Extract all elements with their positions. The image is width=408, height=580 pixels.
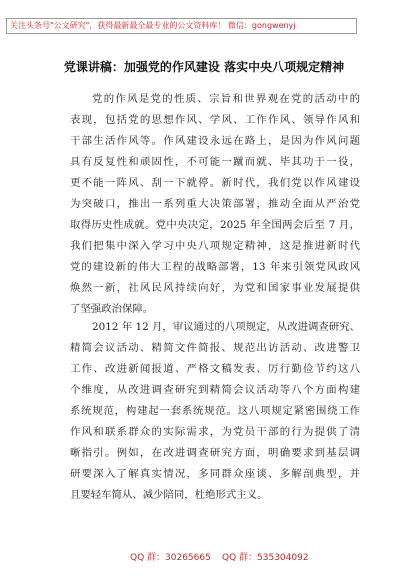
text-line: 个维度，从改进调查研究到精简会议活动等八个方面构建	[70, 384, 360, 396]
text-line: 且要轻车简从、减少陪同，杜绝形式主义。	[70, 489, 268, 501]
text-line: 精简会议活动、精简文件简报、规范出访活动、改进警卫	[70, 342, 360, 354]
paragraph-1	[70, 89, 360, 320]
text-line: 为突破口，推出一系列重大决策部署，推动全面从严治党	[70, 198, 360, 210]
text-line: 研要深入了解真实情况，多同群众座谈、多解剖典型，并	[70, 468, 360, 480]
text-line: 表现，包括党的思想作风、学风、工作作风、领导作风和	[70, 114, 360, 126]
text-line: 了坚强政治保障。	[70, 303, 154, 315]
text-line: 系统规范，构建起一套系统规范。这八项规定紧密围绕工作	[70, 405, 360, 417]
text-line: 焕然一新，社风民风持续向好，为党和国家事业发展提供	[70, 282, 360, 294]
text-line: 党的作风是党的性质、宗旨和世界观在党的活动中的	[92, 93, 360, 105]
promo-banner: 关注头条号"公文研究"，获得最新最全最专业的公文资料库！ 微信：gongwenyj	[6, 18, 357, 34]
text-line: 干部生活作风等。作风建设永远在路上，是因为作风问题	[70, 135, 360, 147]
qq-group-left: QQ 群：30265665	[130, 553, 211, 563]
text-line: 取得历史性成就。党中央决定，2025 年全国两会后至 7 月，	[70, 219, 360, 231]
paragraph-2	[70, 317, 360, 506]
text-line: 更不能一阵风、刮一下就停。新时代，我们党以作风建设	[70, 177, 360, 189]
text-line: 工作、改进新闻报道、严格文稿发表、厉行勤俭节约这八	[70, 363, 360, 375]
text-line: 具有反复性和顽固性，不可能一蹴而就、毕其功于一役，	[70, 156, 360, 168]
text-line: 2012 年 12 月，审议通过的八项规定，从改进调查研究、	[92, 321, 360, 333]
document-title: 党课讲稿：加强党的作风建设 落实中央八项规定精神	[63, 60, 345, 74]
text-line: 我们把集中深入学习中央八项规定精神，这是推进新时代	[70, 240, 360, 252]
text-line: 党的建设新的伟大工程的战略部署，13 年来引领党风政风	[70, 261, 360, 273]
text-line: 晰指引。例如，在改进调查研究方面，明确要求到基层调	[70, 447, 360, 459]
qq-group-right: QQ 群：535304092	[222, 553, 309, 563]
text-line: 作风和联系群众的实际需求，为党员干部的行为提供了清	[70, 426, 360, 438]
